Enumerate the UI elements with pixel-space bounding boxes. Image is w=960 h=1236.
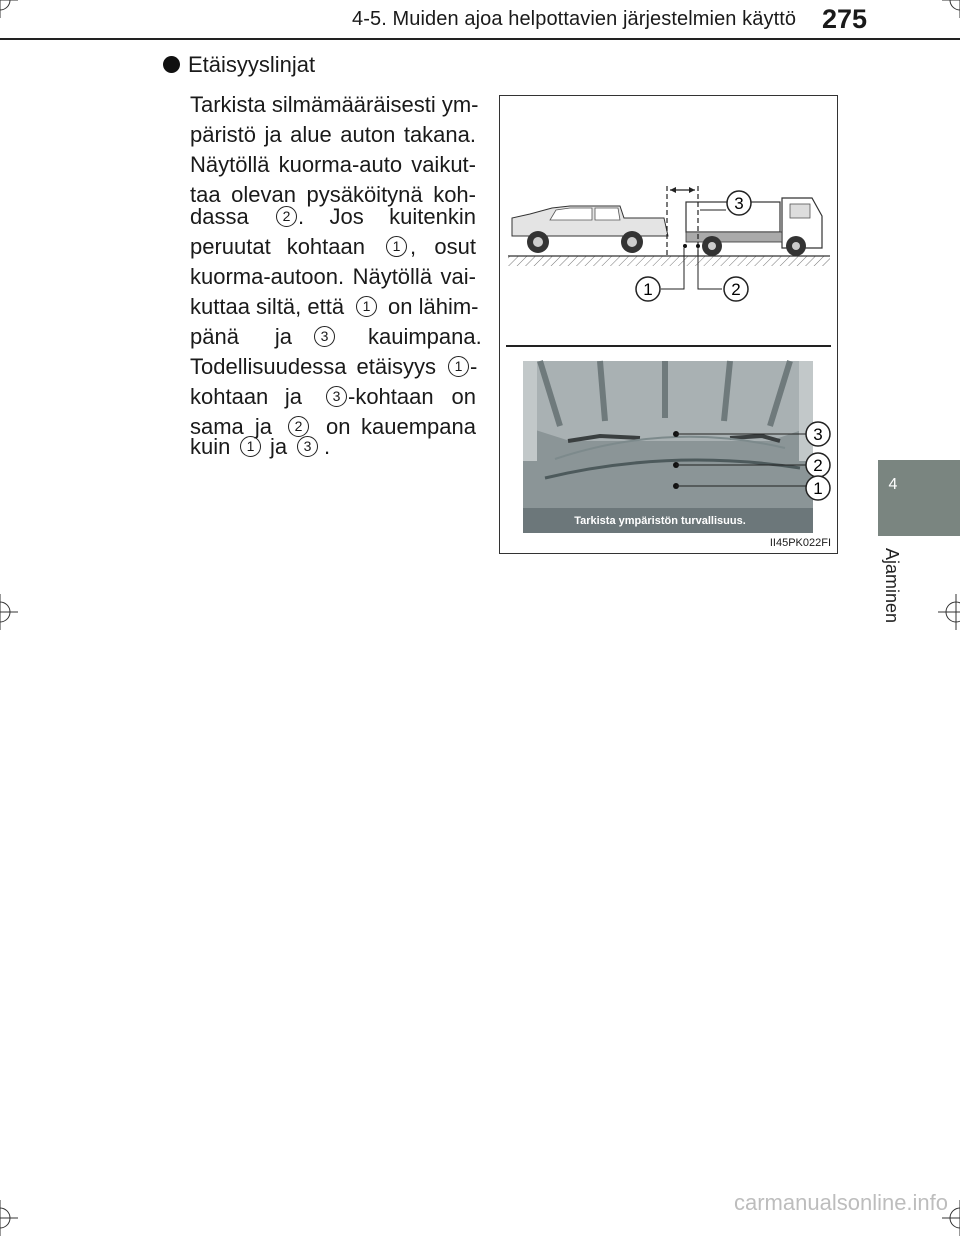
callout-3: 3: [297, 436, 318, 457]
callout-1-label: 1: [643, 280, 653, 299]
callout-1: 1: [356, 296, 377, 317]
paragraph-line: taa olevan pysäköitynä koh-: [190, 182, 476, 207]
text-run: dassa: [190, 204, 249, 229]
text-run: kohtaan ja: [190, 384, 302, 409]
text-run: . Jos kuitenkin: [298, 204, 476, 229]
text-run: sama ja: [190, 414, 272, 439]
paragraph-line: [190, 382, 476, 412]
text-run: kauimpana.: [368, 324, 482, 349]
text-run: kuin: [190, 434, 231, 459]
arrow-head: [689, 187, 695, 193]
paragraph-line: päristö ja alue auton takana.: [190, 122, 476, 147]
text-run: , osut: [410, 234, 476, 259]
callout-2-label: 2: [731, 280, 741, 299]
paragraph-line: [190, 322, 482, 352]
distance-point: [696, 244, 700, 248]
ground-hatch: [508, 256, 830, 266]
section-title: 4-5. Muiden ajoa helpottavien järjestelmien käyttö: [352, 8, 797, 30]
callout-2: 2: [288, 416, 309, 437]
callout-3: 3: [314, 326, 335, 347]
section-heading: [163, 52, 315, 78]
chapter-label: [880, 548, 904, 638]
registration-mark: [0, 0, 18, 18]
callout-1: 1: [448, 356, 469, 377]
callout-2: 2: [276, 206, 297, 227]
camera-screen: [523, 361, 813, 533]
paragraph-line: Tarkista silmämääräisesti ym-: [190, 92, 479, 117]
bullet-icon: [163, 56, 180, 73]
text-run: kuttaa siltä, että: [190, 294, 345, 319]
paragraph-line: [190, 232, 476, 262]
footer-url[interactable]: carmanualsonline.info: [734, 1190, 949, 1215]
text-run: -kohtaan on: [348, 384, 476, 409]
header-rule: [0, 38, 960, 40]
arrow-head: [670, 187, 676, 193]
distance-point: [683, 244, 687, 248]
pickup-truck-icon: [512, 206, 668, 253]
text-run: pänä ja: [190, 324, 292, 349]
registration-mark: [938, 594, 960, 630]
chapter-label-text: Ajaminen: [882, 548, 902, 624]
paragraph-line: [190, 432, 476, 462]
text-run: on kauempana: [326, 414, 476, 439]
paragraph-line: kuorma-autoon. Näytöllä vai-: [190, 264, 476, 289]
callout-3: 3: [326, 386, 347, 407]
paragraph-line: [190, 292, 479, 322]
registration-mark: [942, 0, 960, 18]
heading-text: Etäisyyslinjat: [188, 52, 316, 77]
distance-lines-illustration: [500, 96, 837, 553]
registration-mark: [0, 1200, 18, 1236]
callout-2-label: 2: [813, 456, 823, 475]
callout-3-label: 3: [734, 194, 744, 213]
illustration-figure: [499, 95, 838, 554]
text-run: -: [470, 354, 478, 379]
text-run: peruutat kohtaan: [190, 234, 365, 259]
leader-line: [661, 248, 684, 289]
chapter-number: 4: [888, 476, 898, 493]
callout-1: 1: [240, 436, 261, 457]
text-run: Todellisuudessa etäisyys: [190, 354, 436, 379]
paragraph-line: [190, 202, 476, 232]
callout-1-label: 1: [813, 479, 823, 498]
text-run: on lähim-: [388, 294, 479, 319]
registration-mark: [0, 594, 18, 630]
screen-message: Tarkista ympäristön turvallisuus.: [574, 515, 746, 527]
text-run: .: [324, 434, 331, 459]
dump-truck-icon: [686, 198, 822, 256]
paragraph-line: [190, 352, 476, 382]
text-run: ja: [270, 434, 288, 459]
page-number: 275: [822, 4, 868, 34]
image-code: II45PK022FI: [769, 537, 831, 549]
paragraph-line: Näytöllä kuorma-auto vaikut-: [190, 152, 476, 177]
callout-3-label: 3: [813, 425, 823, 444]
callout-1: 1: [386, 236, 407, 257]
chapter-tab: [878, 460, 960, 536]
